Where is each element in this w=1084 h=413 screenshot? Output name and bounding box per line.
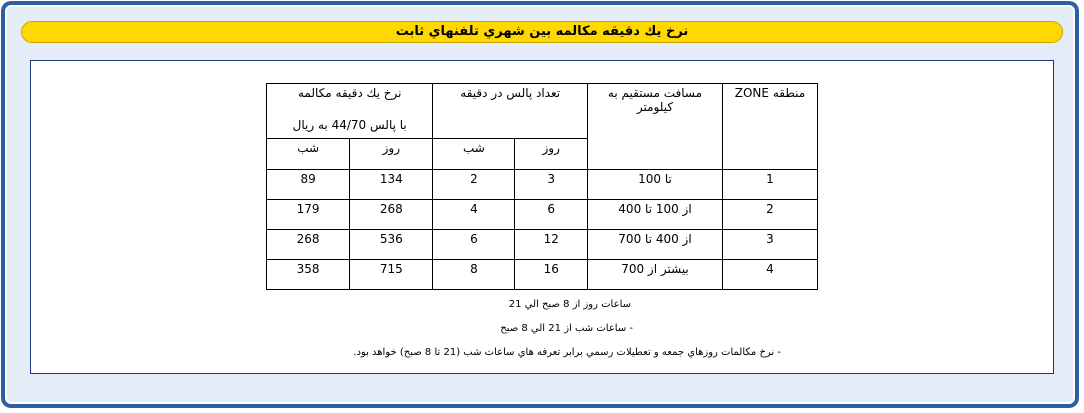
cell-pulse-night: 2 — [433, 170, 515, 200]
cell-zone: 3 — [723, 230, 818, 260]
cell-pulse-day: 16 — [515, 260, 588, 290]
cell-rate-night: 179 — [267, 200, 350, 230]
cell-rate-day: 268 — [350, 200, 433, 230]
cell-pulse-day: 3 — [515, 170, 588, 200]
rates-table — [266, 83, 818, 290]
table-row — [267, 260, 818, 290]
cell-pulse-day: 12 — [515, 230, 588, 260]
subheader-pulse-night: شب — [433, 139, 515, 170]
cell-zone: 1 — [723, 170, 818, 200]
cell-distance: بيشتر از 700 — [588, 260, 723, 290]
cell-pulse-night: 6 — [433, 230, 515, 260]
cell-pulse-day: 6 — [515, 200, 588, 230]
cell-pulse-night: 8 — [433, 260, 515, 290]
note-holiday-rate: - نرخ مكالمات روزهاي جمعه و تعطيلات رسمي برابر تعرفه هاي ساعات شب (21 تا 8 صبح) خواهد بود. — [353, 347, 781, 358]
cell-rate-night: 358 — [267, 260, 350, 290]
table-row — [267, 230, 818, 260]
content-panel — [30, 60, 1054, 374]
cell-zone: 2 — [723, 200, 818, 230]
header-distance: مسافت مستقيم به كيلومتر — [588, 84, 723, 170]
cell-pulse-night: 4 — [433, 200, 515, 230]
cell-distance: از 400 تا 700 — [588, 230, 723, 260]
cell-rate-day: 715 — [350, 260, 433, 290]
header-pulses: تعداد پالس در دقيقه — [433, 84, 588, 139]
table-row — [267, 200, 818, 230]
table-header-row — [267, 84, 818, 139]
page-title: نرخ يك دقيقه مكالمه بين شهري تلفنهاي ثابت — [21, 21, 1063, 43]
note-day-hours: ساعات روز از 8 صبح الي 21 — [508, 299, 631, 310]
cell-distance: از 100 تا 400 — [588, 200, 723, 230]
table-row — [267, 170, 818, 200]
cell-rate-day: 134 — [350, 170, 433, 200]
subheader-rate-night: شب — [267, 139, 350, 170]
header-rate-title: نرخ يك دقيقه مكالمه — [297, 86, 402, 100]
header-rate — [267, 84, 433, 139]
header-zone: منطقه ZONE — [723, 84, 818, 170]
subheader-rate-day: روز — [350, 139, 433, 170]
cell-rate-night: 89 — [267, 170, 350, 200]
cell-rate-night: 268 — [267, 230, 350, 260]
header-rate-subtitle: با پالس 44/70 به ريال — [292, 118, 407, 132]
cell-zone: 4 — [723, 260, 818, 290]
cell-rate-day: 536 — [350, 230, 433, 260]
inner-frame — [5, 5, 1075, 404]
outer-frame — [1, 1, 1079, 408]
cell-distance: تا 100 — [588, 170, 723, 200]
subheader-pulse-day: روز — [515, 139, 588, 170]
note-night-hours: - ساعات شب از 21 الي 8 صبح — [500, 323, 633, 334]
